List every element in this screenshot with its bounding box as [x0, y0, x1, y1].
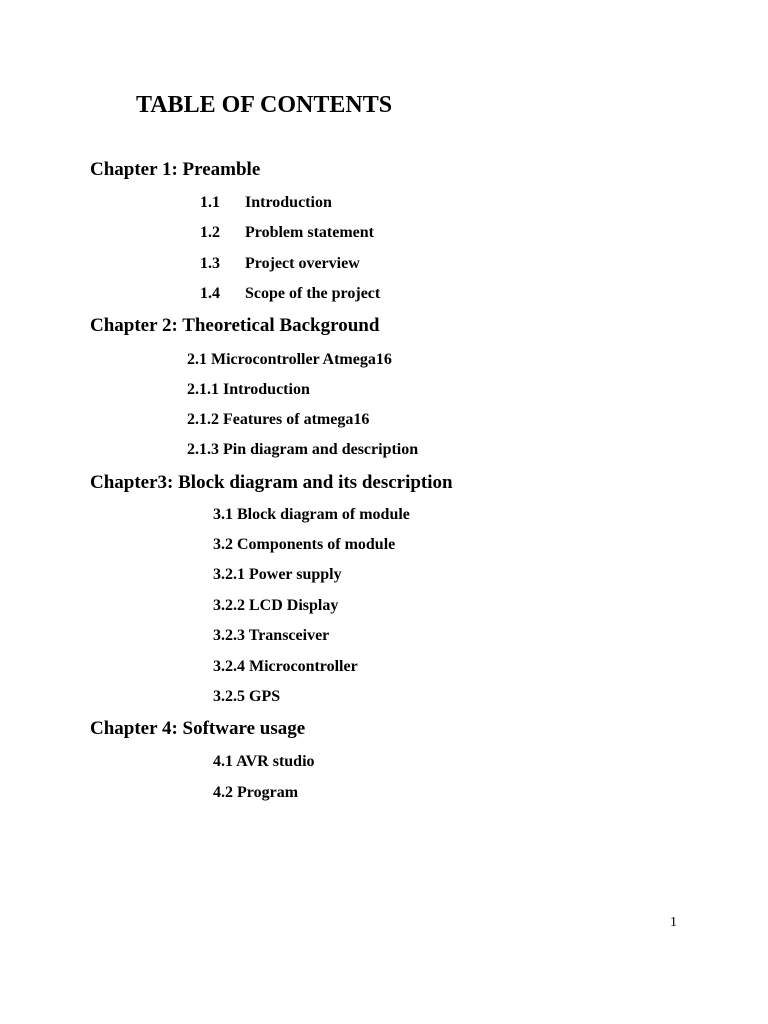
toc-entry: 2.1.2 Features of atmega16	[187, 411, 370, 428]
entry-text: Introduction	[245, 194, 332, 211]
entry-number: 1.3	[200, 255, 220, 272]
entry-number: 1.4	[200, 285, 220, 302]
toc-entry: 2.1.1 Introduction	[187, 381, 310, 398]
toc-entry: 3.2.1 Power supply	[213, 566, 342, 583]
toc-entry: 4.2 Program	[213, 784, 299, 801]
entry-number: 1.2	[200, 224, 220, 241]
entry-text: Problem statement	[245, 224, 374, 241]
toc-entry	[200, 224, 374, 242]
toc-entry: 2.1.3 Pin diagram and description	[187, 441, 419, 458]
page-number: 1	[670, 915, 677, 930]
chapter-heading: Chapter3: Block diagram and its description	[90, 472, 453, 493]
chapter-heading: Chapter 1: Preamble	[90, 159, 261, 180]
chapter-heading: Chapter 2: Theoretical Background	[90, 315, 380, 336]
toc-entry	[200, 194, 332, 212]
chapter-heading: Chapter 4: Software usage	[90, 718, 306, 739]
toc-entry: 3.2.5 GPS	[213, 688, 281, 705]
toc-entry: 3.2.3 Transceiver	[213, 627, 330, 644]
toc-entry	[200, 255, 360, 273]
toc-entry: 3.1 Block diagram of module	[213, 506, 410, 523]
entry-number: 1.1	[200, 194, 220, 211]
toc-entry: 3.2.2 LCD Display	[213, 597, 339, 614]
entry-text: Scope of the project	[245, 285, 381, 302]
toc-entry: 2.1 Microcontroller Atmega16	[187, 351, 392, 368]
toc-entry: 4.1 AVR studio	[213, 753, 315, 770]
toc-entry: 3.2 Components of module	[213, 536, 396, 553]
entry-text: Project overview	[245, 255, 360, 272]
toc-entry	[200, 285, 380, 303]
toc-title: TABLE OF CONTENTS	[136, 92, 393, 118]
toc-entry: 3.2.4 Microcontroller	[213, 658, 358, 675]
